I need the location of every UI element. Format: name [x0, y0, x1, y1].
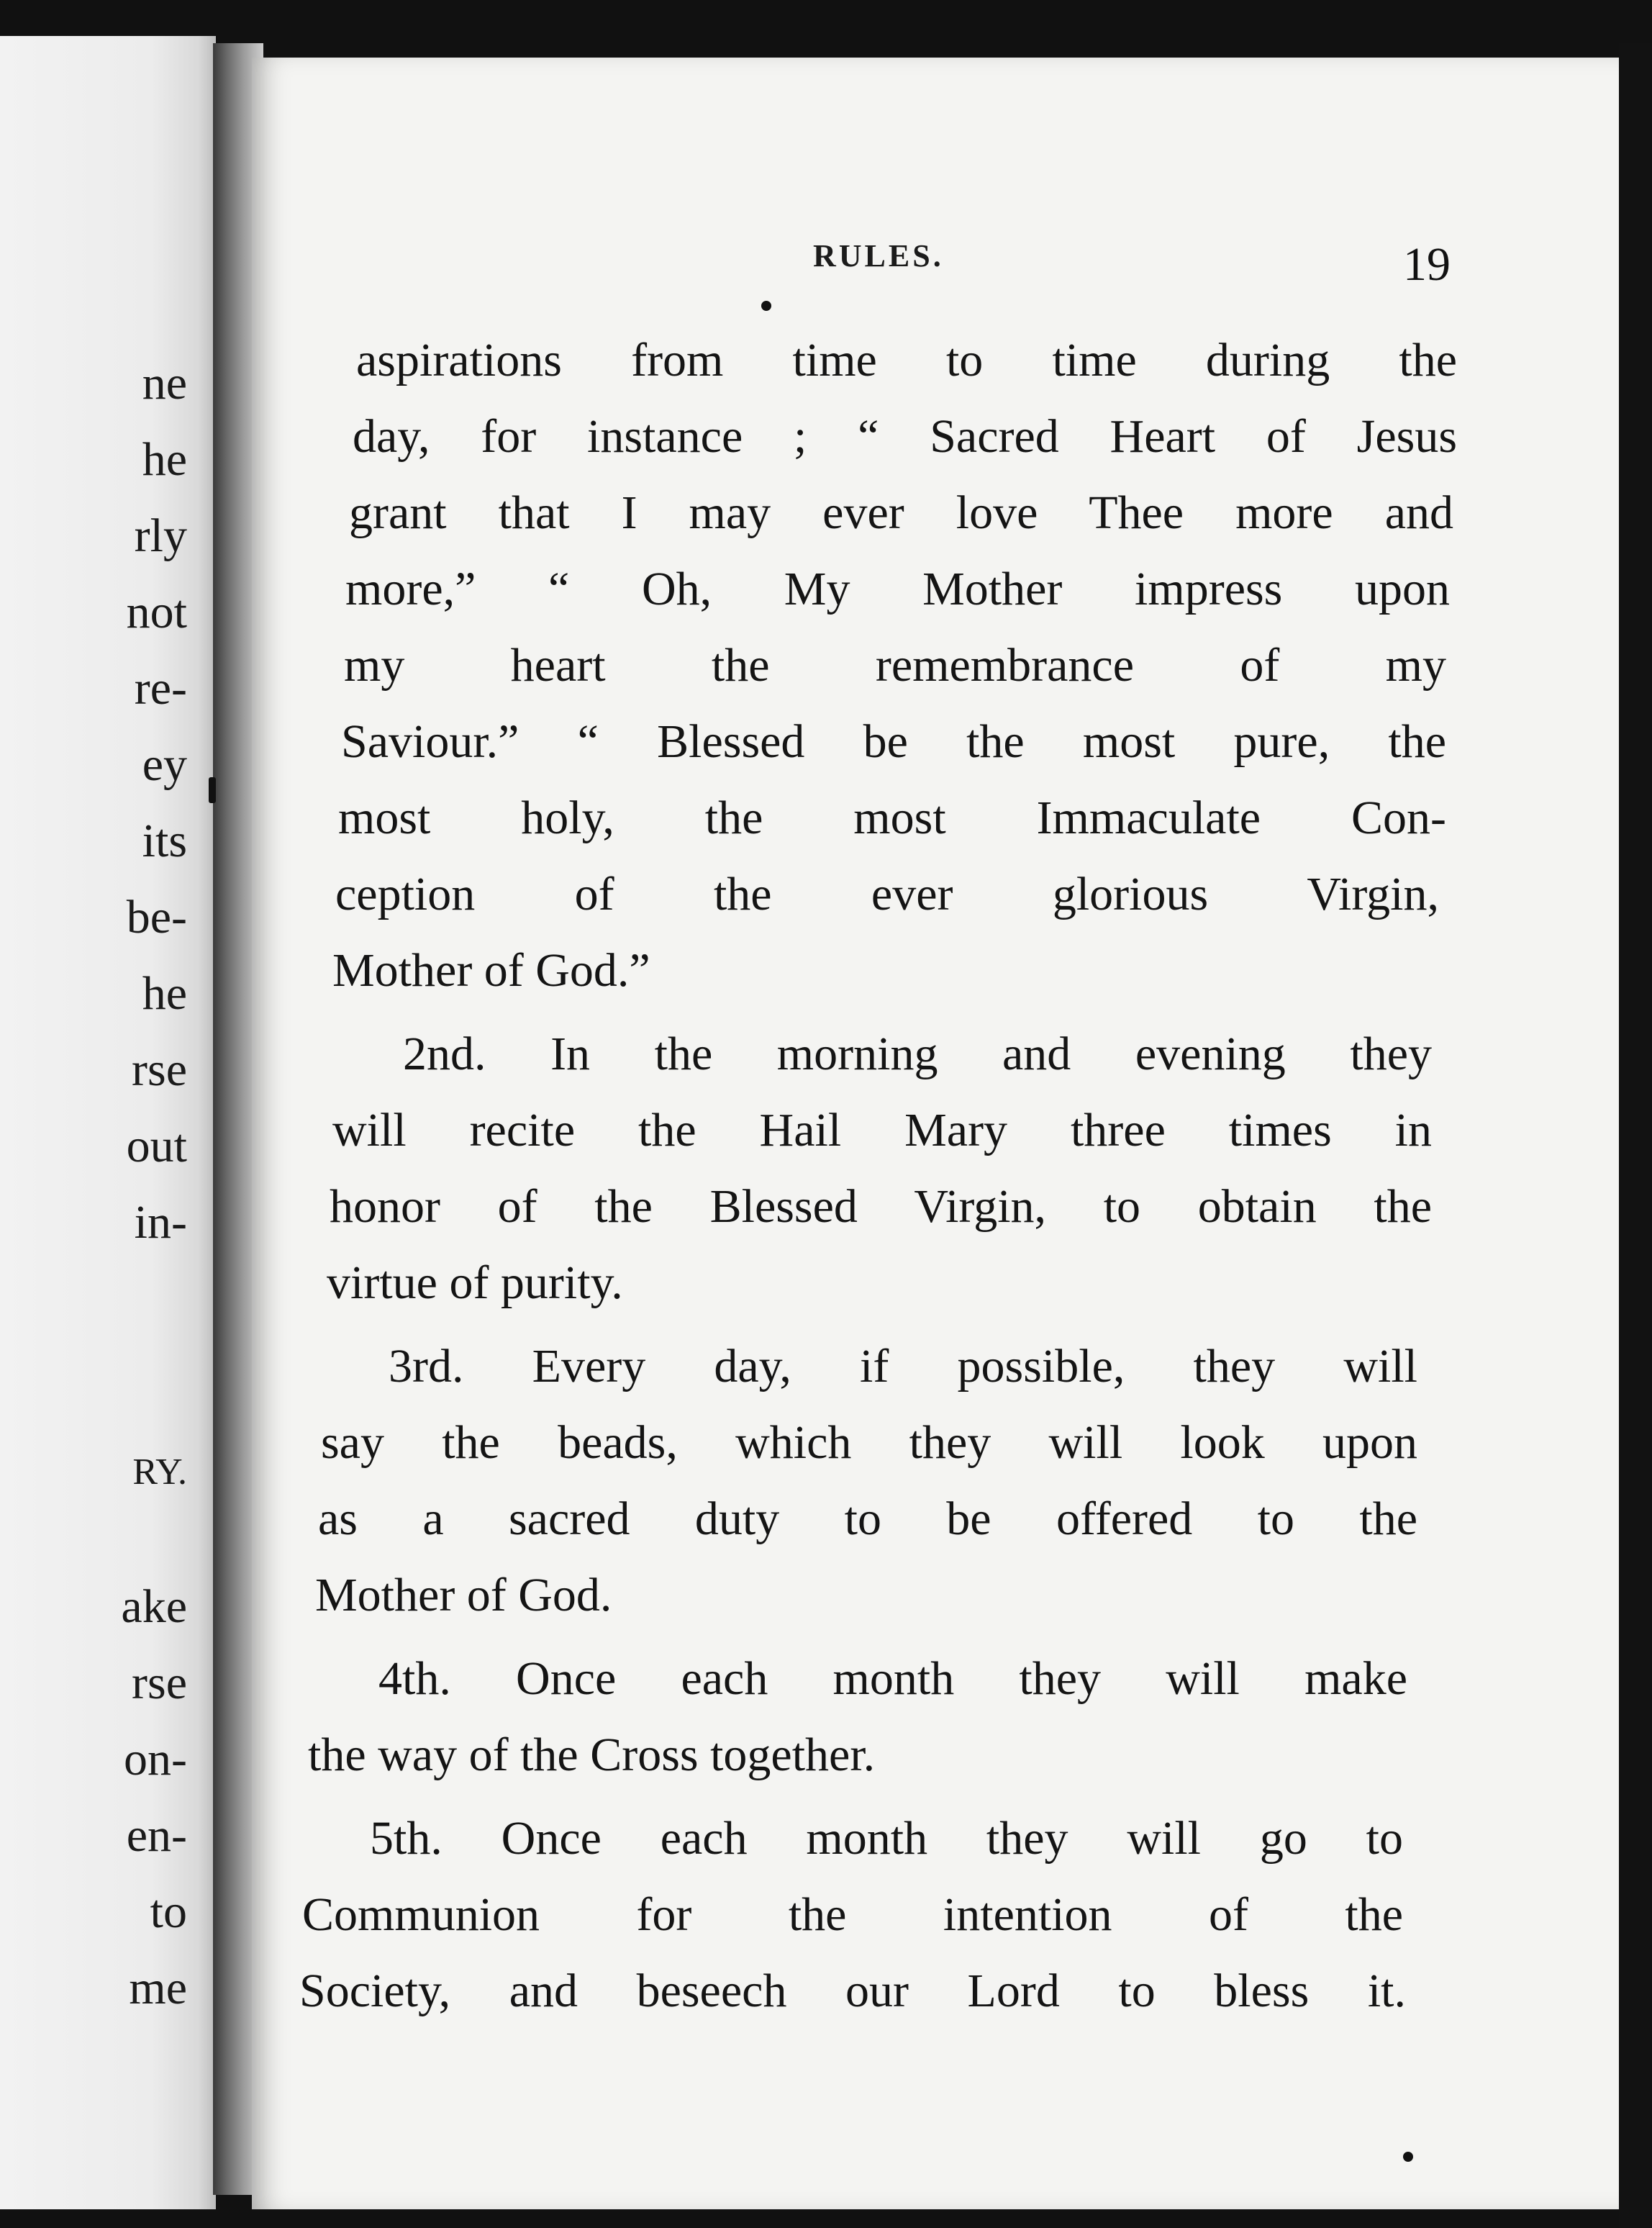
left-fragment: he	[142, 433, 187, 486]
left-fragment: out	[126, 1120, 187, 1172]
text-line: the way of the Cross together.	[308, 1729, 876, 1781]
page-number: 19	[1403, 238, 1451, 291]
facing-page-left	[0, 36, 216, 2209]
text-line: my heart the remembrance of my	[344, 639, 1446, 692]
text-line: Mother of God.	[315, 1569, 612, 1621]
text-line: honor of the Blessed Virgin, to obtain the	[330, 1180, 1432, 1233]
left-fragment: he	[142, 967, 187, 1020]
text-line: Mother of God.”	[332, 944, 650, 997]
text-line: most holy, the most Immaculate Con-	[338, 792, 1446, 844]
left-fragment: me	[129, 1962, 187, 2014]
text-line: grant that I may ever love Thee more and	[349, 486, 1453, 539]
text-line: more,” “ Oh, My Mother impress upon	[345, 563, 1450, 615]
text-line: 3rd. Every day, if possible, they will	[389, 1340, 1417, 1392]
text-line: Communion for the intention of the	[302, 1888, 1403, 1941]
left-fragment: rse	[132, 1657, 187, 1709]
left-fragment: ake	[121, 1580, 187, 1633]
left-fragment: en-	[126, 1809, 187, 1862]
text-line: Society, and beseech our Lord to bless it.	[299, 1965, 1406, 2017]
scan-edge	[1619, 43, 1652, 2228]
left-fragment: in-	[134, 1196, 187, 1249]
text-line: 2nd. In the morning and evening they	[403, 1028, 1432, 1080]
scan-speck	[1403, 2152, 1413, 2162]
running-header: RULES.	[813, 238, 944, 273]
left-fragment: rse	[132, 1043, 187, 1096]
left-fragment: its	[142, 815, 187, 867]
left-fragment: not	[126, 586, 187, 638]
text-line: say the beads, which they will look upon	[321, 1416, 1417, 1469]
scan-speck	[209, 777, 216, 803]
text-line: as a sacred duty to be offered to the	[318, 1493, 1417, 1545]
left-fragment: re-	[134, 662, 187, 715]
text-line: ception of the ever glorious Virgin,	[335, 868, 1439, 920]
left-fragment: rly	[134, 510, 187, 562]
scan-speck	[761, 301, 771, 311]
left-fragment: be-	[126, 891, 187, 943]
text-line: 5th. Once each month they will go to	[370, 1812, 1403, 1865]
text-line: will recite the Hail Mary three times in	[332, 1104, 1432, 1156]
left-fragment: on-	[124, 1733, 187, 1785]
text-line: day, for instance ; “ Sacred Heart of Jesus	[353, 410, 1457, 463]
text-line: Saviour.” “ Blessed be the most pure, the	[341, 715, 1446, 768]
text-line: virtue of purity.	[327, 1256, 623, 1309]
left-fragment: ey	[142, 738, 187, 791]
text-line: aspirations from time to time during the	[356, 334, 1457, 386]
left-fragment: ne	[142, 357, 187, 409]
text-line: 4th. Once each month they will make	[378, 1652, 1407, 1705]
left-fragment: to	[150, 1885, 187, 1938]
left-fragment: RY.	[132, 1452, 187, 1493]
